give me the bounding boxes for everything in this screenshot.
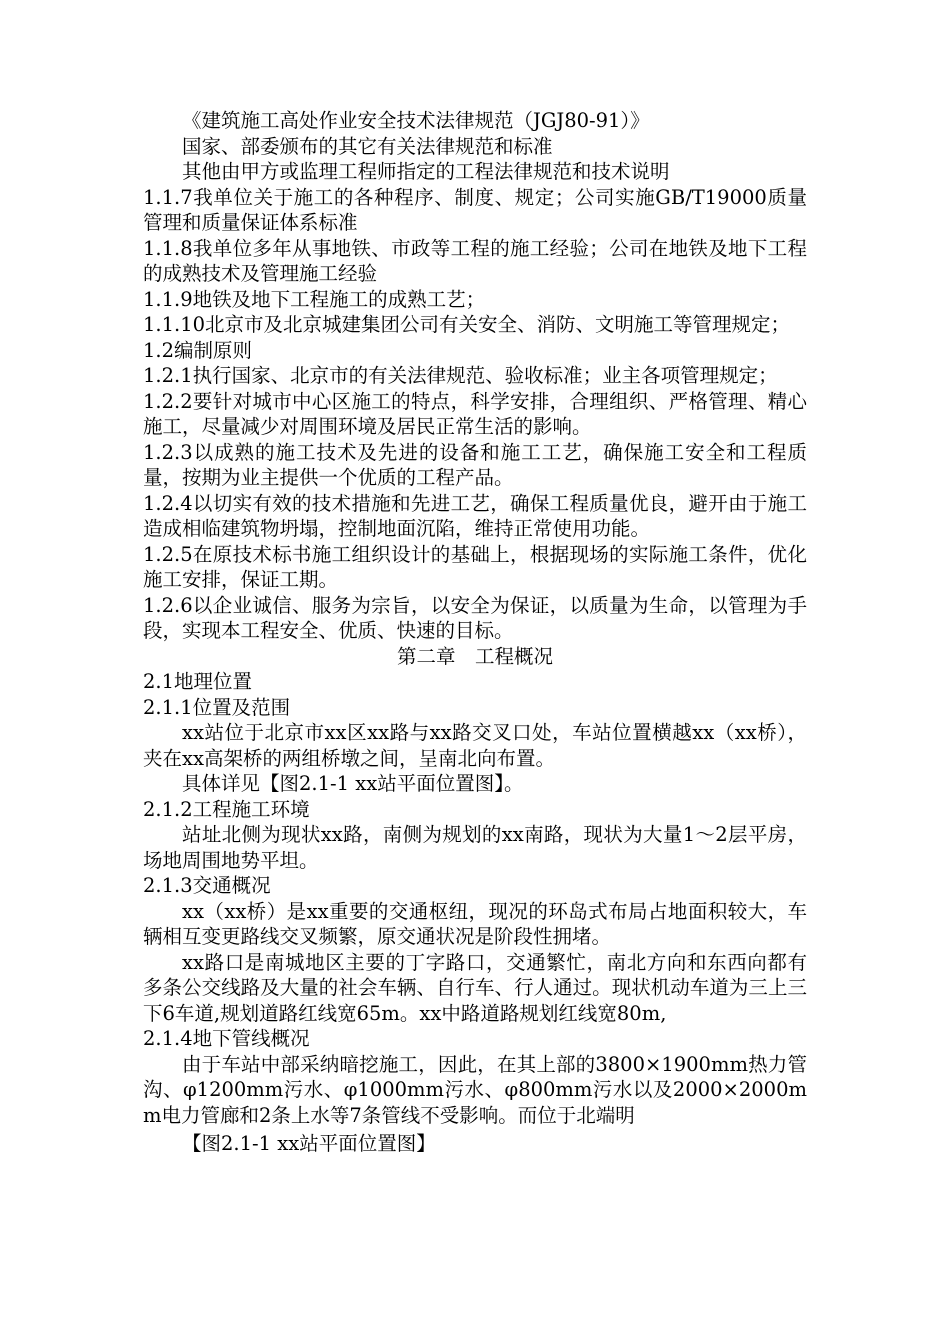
paragraph: 其他由甲方或监理工程师指定的工程法律规范和技术说明 <box>182 160 670 183</box>
paragraph: 1.2.2要针对城市中心区施工的特点，科学安排，合理组织、严格管理、精心施工，尽量减少对周围环境及居民正常生活的影响。 <box>143 389 807 438</box>
paragraph: 1.2.5在原技术标书施工组织设计的基础上，根据现场的实际施工条件，优化施工安排，保证工期。 <box>143 542 807 591</box>
paragraph: 站址北侧为现状xx路，南侧为规划的xx南路，现状为大量1～2层平房，场地周围地势平坦。 <box>143 823 807 872</box>
chapter-heading: 第二章 工程概况 <box>396 644 553 668</box>
paragraph: 【图2.1-1 xx站平面位置图】 <box>182 1132 436 1155</box>
paragraph: 由于车站中部采纳暗挖施工，因此，在其上部的3800×1900mm热力管沟、φ1200mm污水、φ1000mm污水、φ800mm污水以及2000×2000mm电力管廊和2条上水等7条管线不受影响。而位于北端明 <box>143 1052 807 1127</box>
paragraph: 1.2.3以成熟的施工技术及先进的设备和施工工艺，确保施工安全和工程质量，按期为业主提供一个优质的工程产品。 <box>143 440 807 489</box>
paragraph: 2.1.1位置及范围 <box>143 695 291 719</box>
paragraph: 1.2编制原则 <box>143 338 253 362</box>
paragraph: 1.2.6以企业诚信、服务为宗旨，以安全为保证，以质量为生命，以管理为手段，实现本工程安全、优质、快速的目标。 <box>143 593 807 642</box>
paragraph: 1.1.8我单位多年从事地铁、市政等工程的施工经验；公司在地铁及地下工程的成熟技术及管理施工经验 <box>143 236 807 285</box>
paragraph: 国家、部委颁布的其它有关法律规范和标准 <box>182 134 553 158</box>
paragraph: xx站位于北京市xx区xx路与xx路交叉口处，车站位置横越xx（xx桥），夹在xx高架桥的两组桥墩之间，呈南北向布置。 <box>143 721 807 770</box>
paragraph: 2.1.2工程施工环境 <box>143 797 310 821</box>
paragraph: 2.1地理位置 <box>143 670 253 693</box>
paragraph: xx（xx桥）是xx重要的交通枢纽，现况的环岛式布局占地面积较大，车辆相互变更路线交叉频繁，原交通状况是阶段性拥堵。 <box>143 899 807 948</box>
paragraph: 1.2.4以切实有效的技术措施和先进工艺，确保工程质量优良，避开由于施工造成相临建筑物坍塌，控制地面沉陷，维持正常使用功能。 <box>143 491 807 540</box>
paragraph: 具体详见【图2.1-1 xx站平面位置图】。 <box>182 772 524 795</box>
paragraph: 1.1.10北京市及北京城建集团公司有关安全、消防、文明施工等管理规定； <box>143 313 791 336</box>
paragraph: xx路口是南城地区主要的丁字路口，交通繁忙，南北方向和东西向都有多条公交线路及大量的社会车辆、自行车、行人通过。现状机动车道为三上三下6车道,规划道路红线宽65m。xx中路道路规划红线宽80m, <box>143 950 807 1025</box>
paragraph: 2.1.4地下管线概况 <box>143 1027 310 1050</box>
paragraph: 2.1.3交通概况 <box>143 874 271 897</box>
document-page <box>143 108 807 1157</box>
paragraph: 1.2.1执行国家、北京市的有关法律规范、验收标准；业主各项管理规定； <box>143 364 778 387</box>
paragraph: 1.1.9地铁及地下工程施工的成熟工艺； <box>143 287 486 311</box>
paragraph: 1.1.7我单位关于施工的各种程序、制度、规定；公司实施GB/T19000质量管理和质量保证体系标准 <box>143 185 807 234</box>
paragraph: 《建筑施工高处作业安全技术法律规范（JGJ80-91）》 <box>182 109 650 132</box>
